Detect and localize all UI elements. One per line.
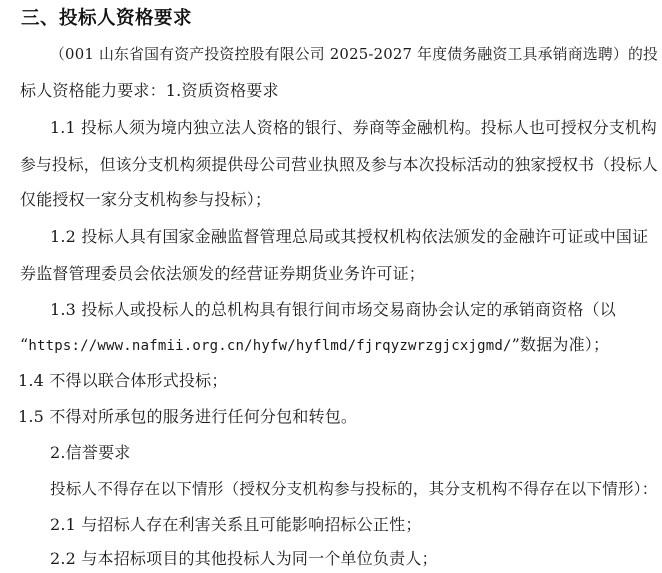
para-1-3-line-1: 1.3 投标人或投标人的总机构具有银行间市场交易商协会认定的承销商资格（以 (50, 300, 616, 319)
nafmii-url-text: https://www.nafmii.org.cn/hyfw/hyflmd/fjrqyzwrzgjcxjgmd/ (28, 338, 512, 354)
open-quote: “ (20, 335, 29, 354)
quote-suffix: ”数据为准）； (511, 335, 610, 354)
para-1-5: 1.5 不得对所承包的服务进行任何分包和转包。 (18, 407, 358, 426)
para-1-4: 1.4 不得以联合体形式投标； (18, 371, 228, 390)
para-1-1-line-1: 1.1 投标人须为境内独立法人资格的银行、券商等金融机构。投标人也可授权分支机构 (50, 118, 657, 137)
para-1-3-line-2 (20, 334, 609, 357)
para-2-1: 2.1 与招标人存在利害关系且可能影响招标公正性； (50, 515, 422, 534)
para-1-1-line-3: 仅能授权一家分支机构参与投标）； (20, 190, 272, 209)
intro-line-2: 标人资格能力要求：1.资质资格要求 (20, 81, 279, 100)
para-1-2-line-1: 1.2 投标人具有国家金融监督管理总局或其授权机构依法颁发的金融许可证或中国证 (50, 227, 649, 246)
para-2-title: 2.信誉要求 (50, 443, 131, 462)
para-1-2-line-2: 券监督管理委员会依法颁发的经营证券期货业务许可证； (20, 264, 426, 283)
para-2-2: 2.2 与本招标项目的其他投标人为同一个单位负责人； (50, 549, 438, 568)
intro-line-1: （001 山东省国有资产投资控股有限公司 2025-2027 年度债务融资工具承销商选聘）的投 (50, 45, 659, 63)
para-2-intro: 投标人不得存在以下情形（授权分支机构参与投标的，其分支机构不得存在以下情形）： (50, 480, 658, 498)
para-1-1-line-2: 参与投标，但该分支机构须提供母公司营业执照及参与本次投标活动的独家授权书（投标人 (20, 155, 658, 174)
section-heading: 三、投标人资格要求 (21, 8, 193, 29)
